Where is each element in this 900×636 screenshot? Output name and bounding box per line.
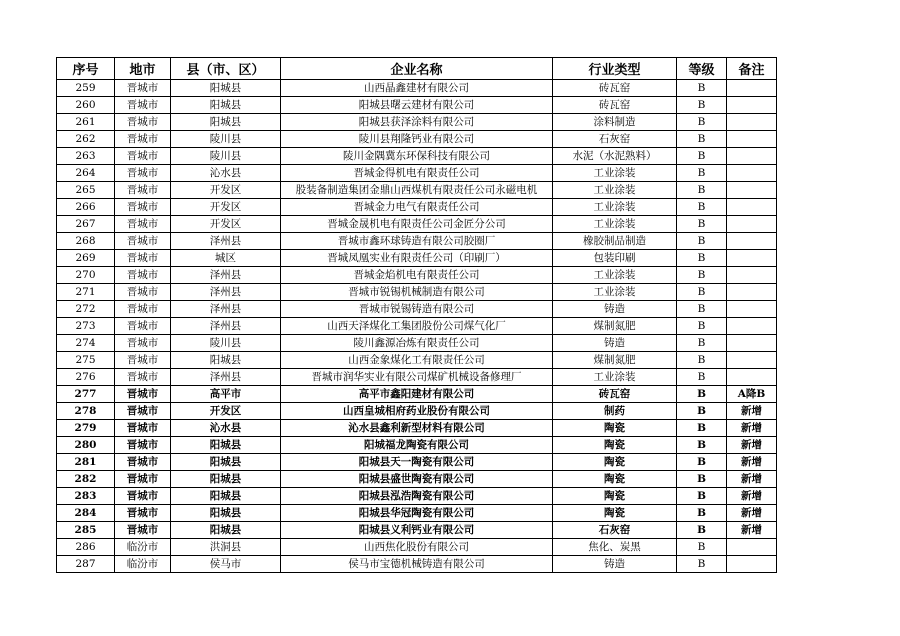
cell-industry: 陶瓷 — [553, 488, 677, 505]
cell-grade: B — [677, 114, 727, 131]
cell-enterprise-name: 晋城金晟机电有限责任公司金匠分公司 — [281, 216, 553, 233]
cell-no: 277 — [57, 386, 115, 403]
cell-grade: B — [677, 233, 727, 250]
cell-enterprise-name: 阳城县泓浩陶瓷有限公司 — [281, 488, 553, 505]
table-row — [57, 522, 777, 539]
cell-grade: B — [677, 301, 727, 318]
cell-industry: 煤制氮肥 — [553, 352, 677, 369]
cell-grade: B — [677, 352, 727, 369]
cell-city: 晋城市 — [115, 352, 171, 369]
cell-note — [727, 284, 777, 301]
cell-grade: B — [677, 318, 727, 335]
cell-industry: 陶瓷 — [553, 437, 677, 454]
table-row — [57, 318, 777, 335]
cell-city: 晋城市 — [115, 182, 171, 199]
cell-city: 晋城市 — [115, 267, 171, 284]
cell-note — [727, 114, 777, 131]
cell-no: 283 — [57, 488, 115, 505]
cell-industry: 砖瓦窑 — [553, 386, 677, 403]
cell-no: 260 — [57, 97, 115, 114]
cell-county: 阳城县 — [171, 97, 281, 114]
cell-enterprise-name: 沁水县鑫利新型材料有限公司 — [281, 420, 553, 437]
cell-county: 阳城县 — [171, 471, 281, 488]
table-row — [57, 80, 777, 97]
cell-city: 晋城市 — [115, 148, 171, 165]
cell-city: 晋城市 — [115, 505, 171, 522]
cell-county: 泽州县 — [171, 301, 281, 318]
cell-industry: 铸造 — [553, 335, 677, 352]
cell-county: 阳城县 — [171, 437, 281, 454]
cell-note: 新增 — [727, 522, 777, 539]
cell-city: 晋城市 — [115, 369, 171, 386]
cell-note — [727, 148, 777, 165]
cell-note: 新增 — [727, 471, 777, 488]
cell-county: 泽州县 — [171, 318, 281, 335]
cell-enterprise-name: 高平市鑫阳建材有限公司 — [281, 386, 553, 403]
cell-no: 281 — [57, 454, 115, 471]
table-row — [57, 335, 777, 352]
cell-no: 259 — [57, 80, 115, 97]
cell-industry: 工业涂装 — [553, 267, 677, 284]
cell-no: 267 — [57, 216, 115, 233]
cell-grade: B — [677, 97, 727, 114]
cell-city: 晋城市 — [115, 318, 171, 335]
cell-no: 273 — [57, 318, 115, 335]
header-no: 序号 — [57, 58, 115, 80]
cell-county: 阳城县 — [171, 454, 281, 471]
cell-enterprise-name: 晋城市锐锡铸造有限公司 — [281, 301, 553, 318]
table-row — [57, 182, 777, 199]
cell-enterprise-name: 陵川金隅冀东环保科技有限公司 — [281, 148, 553, 165]
cell-industry: 水泥（水泥熟料） — [553, 148, 677, 165]
cell-city: 晋城市 — [115, 403, 171, 420]
cell-note — [727, 267, 777, 284]
table-row — [57, 250, 777, 267]
cell-note: 新增 — [727, 403, 777, 420]
cell-grade: B — [677, 80, 727, 97]
cell-industry: 铸造 — [553, 556, 677, 573]
header-industry: 行业类型 — [553, 58, 677, 80]
cell-no: 265 — [57, 182, 115, 199]
cell-county: 泽州县 — [171, 267, 281, 284]
table-row — [57, 216, 777, 233]
table-row — [57, 369, 777, 386]
cell-enterprise-name: 晋城金得机电有限责任公司 — [281, 165, 553, 182]
cell-enterprise-name: 晋城市鑫环球铸造有限公司胶圈厂 — [281, 233, 553, 250]
cell-enterprise-name: 晋城凤凰实业有限责任公司（印刷厂） — [281, 250, 553, 267]
cell-enterprise-name: 山西金象煤化工有限责任公司 — [281, 352, 553, 369]
cell-industry: 铸造 — [553, 301, 677, 318]
cell-county: 阳城县 — [171, 80, 281, 97]
table-row — [57, 386, 777, 403]
cell-note — [727, 216, 777, 233]
cell-note — [727, 335, 777, 352]
table-body — [57, 80, 777, 573]
cell-county: 沁水县 — [171, 165, 281, 182]
cell-grade: B — [677, 471, 727, 488]
cell-grade: B — [677, 182, 727, 199]
cell-no: 287 — [57, 556, 115, 573]
cell-grade: B — [677, 199, 727, 216]
cell-county: 开发区 — [171, 182, 281, 199]
cell-no: 284 — [57, 505, 115, 522]
cell-city: 晋城市 — [115, 437, 171, 454]
cell-city: 晋城市 — [115, 165, 171, 182]
cell-note — [727, 556, 777, 573]
cell-no: 282 — [57, 471, 115, 488]
cell-industry: 砖瓦窑 — [553, 80, 677, 97]
cell-enterprise-name: 阳城县华冠陶瓷有限公司 — [281, 505, 553, 522]
table-row — [57, 420, 777, 437]
cell-no: 262 — [57, 131, 115, 148]
table-row — [57, 403, 777, 420]
cell-industry: 陶瓷 — [553, 454, 677, 471]
cell-city: 晋城市 — [115, 199, 171, 216]
cell-grade: B — [677, 216, 727, 233]
table-row — [57, 505, 777, 522]
cell-industry: 石灰窑 — [553, 522, 677, 539]
cell-industry: 涂料制造 — [553, 114, 677, 131]
cell-note — [727, 539, 777, 556]
cell-county: 开发区 — [171, 403, 281, 420]
cell-county: 阳城县 — [171, 522, 281, 539]
table-row — [57, 471, 777, 488]
cell-industry: 石灰窑 — [553, 131, 677, 148]
cell-city: 晋城市 — [115, 80, 171, 97]
cell-note: A降B — [727, 386, 777, 403]
cell-industry: 制药 — [553, 403, 677, 420]
cell-note — [727, 131, 777, 148]
cell-industry: 工业涂装 — [553, 165, 677, 182]
table-row — [57, 233, 777, 250]
cell-enterprise-name: 晋城金焰机电有限责任公司 — [281, 267, 553, 284]
cell-enterprise-name: 阳城县盛世陶瓷有限公司 — [281, 471, 553, 488]
table-row — [57, 556, 777, 573]
cell-industry: 橡胶制品制造 — [553, 233, 677, 250]
enterprise-table — [56, 57, 777, 573]
header-county: 县（市、区） — [171, 58, 281, 80]
cell-industry: 焦化、炭黑 — [553, 539, 677, 556]
cell-enterprise-name: 晋城市锐锡机械制造有限公司 — [281, 284, 553, 301]
cell-enterprise-name: 阳城县获泽涂料有限公司 — [281, 114, 553, 131]
cell-county: 泽州县 — [171, 284, 281, 301]
cell-city: 晋城市 — [115, 471, 171, 488]
cell-no: 264 — [57, 165, 115, 182]
cell-county: 陵川县 — [171, 131, 281, 148]
cell-no: 275 — [57, 352, 115, 369]
cell-grade: B — [677, 165, 727, 182]
cell-city: 晋城市 — [115, 131, 171, 148]
cell-county: 城区 — [171, 250, 281, 267]
cell-county: 洪洞县 — [171, 539, 281, 556]
table-row — [57, 284, 777, 301]
table-row — [57, 114, 777, 131]
cell-grade: B — [677, 522, 727, 539]
table-row — [57, 488, 777, 505]
cell-no: 268 — [57, 233, 115, 250]
cell-grade: B — [677, 284, 727, 301]
cell-enterprise-name: 山西皇城相府药业股份有限公司 — [281, 403, 553, 420]
cell-note: 新增 — [727, 505, 777, 522]
cell-no: 276 — [57, 369, 115, 386]
cell-city: 晋城市 — [115, 114, 171, 131]
header-city: 地市 — [115, 58, 171, 80]
table-row — [57, 148, 777, 165]
cell-industry: 陶瓷 — [553, 505, 677, 522]
cell-enterprise-name: 阳城县义利钙业有限公司 — [281, 522, 553, 539]
cell-city: 晋城市 — [115, 97, 171, 114]
cell-industry: 工业涂装 — [553, 182, 677, 199]
cell-no: 270 — [57, 267, 115, 284]
cell-grade: B — [677, 488, 727, 505]
cell-grade: B — [677, 369, 727, 386]
cell-city: 晋城市 — [115, 301, 171, 318]
cell-grade: B — [677, 250, 727, 267]
cell-note: 新增 — [727, 488, 777, 505]
cell-no: 280 — [57, 437, 115, 454]
cell-no: 272 — [57, 301, 115, 318]
cell-city: 晋城市 — [115, 216, 171, 233]
cell-county: 开发区 — [171, 199, 281, 216]
cell-county: 泽州县 — [171, 369, 281, 386]
cell-enterprise-name: 晋城市润华实业有限公司煤矿机械设备修理厂 — [281, 369, 553, 386]
cell-county: 陵川县 — [171, 335, 281, 352]
cell-enterprise-name: 晋城金力电气有限责任公司 — [281, 199, 553, 216]
cell-city: 晋城市 — [115, 420, 171, 437]
cell-enterprise-name: 阳城县曙云建材有限公司 — [281, 97, 553, 114]
cell-note — [727, 301, 777, 318]
cell-county: 高平市 — [171, 386, 281, 403]
cell-city: 晋城市 — [115, 522, 171, 539]
cell-county: 阳城县 — [171, 488, 281, 505]
cell-no: 278 — [57, 403, 115, 420]
cell-note — [727, 182, 777, 199]
cell-note — [727, 80, 777, 97]
cell-note — [727, 318, 777, 335]
cell-grade: B — [677, 556, 727, 573]
cell-note: 新增 — [727, 437, 777, 454]
header-note: 备注 — [727, 58, 777, 80]
cell-note — [727, 165, 777, 182]
cell-no: 279 — [57, 420, 115, 437]
cell-grade: B — [677, 505, 727, 522]
cell-industry: 工业涂装 — [553, 216, 677, 233]
cell-grade: B — [677, 131, 727, 148]
cell-grade: B — [677, 420, 727, 437]
cell-city: 晋城市 — [115, 250, 171, 267]
table-row — [57, 301, 777, 318]
cell-note — [727, 97, 777, 114]
cell-city: 临汾市 — [115, 539, 171, 556]
cell-no: 261 — [57, 114, 115, 131]
cell-grade: B — [677, 454, 727, 471]
cell-city: 晋城市 — [115, 488, 171, 505]
cell-county: 泽州县 — [171, 233, 281, 250]
cell-county: 开发区 — [171, 216, 281, 233]
cell-note: 新增 — [727, 454, 777, 471]
cell-industry: 砖瓦窑 — [553, 97, 677, 114]
cell-no: 263 — [57, 148, 115, 165]
cell-grade: B — [677, 386, 727, 403]
cell-grade: B — [677, 335, 727, 352]
cell-grade: B — [677, 437, 727, 454]
cell-note — [727, 369, 777, 386]
cell-enterprise-name: 股装备制造集团金鼎山西煤机有限责任公司永磁电机 — [281, 182, 553, 199]
cell-enterprise-name: 山西焦化股份有限公司 — [281, 539, 553, 556]
cell-note — [727, 250, 777, 267]
cell-county: 陵川县 — [171, 148, 281, 165]
cell-industry: 陶瓷 — [553, 420, 677, 437]
cell-grade: B — [677, 403, 727, 420]
table-row — [57, 437, 777, 454]
cell-industry: 工业涂装 — [553, 199, 677, 216]
cell-enterprise-name: 陵川鑫源冶炼有限责任公司 — [281, 335, 553, 352]
cell-county: 阳城县 — [171, 505, 281, 522]
cell-industry: 工业涂装 — [553, 284, 677, 301]
table-row — [57, 97, 777, 114]
cell-enterprise-name: 陵川县翔隆钙业有限公司 — [281, 131, 553, 148]
cell-enterprise-name: 阳城县天一陶瓷有限公司 — [281, 454, 553, 471]
cell-no: 285 — [57, 522, 115, 539]
table-row — [57, 131, 777, 148]
table-row — [57, 352, 777, 369]
cell-city: 临汾市 — [115, 556, 171, 573]
header-enterprise-name: 企业名称 — [281, 58, 553, 80]
table-row — [57, 539, 777, 556]
cell-city: 晋城市 — [115, 454, 171, 471]
cell-note: 新增 — [727, 420, 777, 437]
cell-county: 阳城县 — [171, 114, 281, 131]
header-grade: 等级 — [677, 58, 727, 80]
cell-county: 阳城县 — [171, 352, 281, 369]
cell-note — [727, 199, 777, 216]
cell-note — [727, 233, 777, 250]
cell-no: 269 — [57, 250, 115, 267]
table-row — [57, 165, 777, 182]
cell-enterprise-name: 山西晶鑫建材有限公司 — [281, 80, 553, 97]
table-row — [57, 199, 777, 216]
cell-industry: 工业涂装 — [553, 369, 677, 386]
cell-enterprise-name: 阳城福龙陶瓷有限公司 — [281, 437, 553, 454]
cell-city: 晋城市 — [115, 386, 171, 403]
cell-no: 266 — [57, 199, 115, 216]
cell-no: 274 — [57, 335, 115, 352]
cell-no: 286 — [57, 539, 115, 556]
table-row — [57, 454, 777, 471]
cell-county: 侯马市 — [171, 556, 281, 573]
cell-city: 晋城市 — [115, 335, 171, 352]
table-row — [57, 267, 777, 284]
cell-county: 沁水县 — [171, 420, 281, 437]
cell-enterprise-name: 侯马市宝德机械铸造有限公司 — [281, 556, 553, 573]
cell-city: 晋城市 — [115, 284, 171, 301]
cell-industry: 包装印刷 — [553, 250, 677, 267]
cell-industry: 陶瓷 — [553, 471, 677, 488]
cell-grade: B — [677, 267, 727, 284]
table-header-row — [57, 58, 777, 80]
cell-note — [727, 352, 777, 369]
cell-enterprise-name: 山西天泽煤化工集团股份公司煤气化厂 — [281, 318, 553, 335]
cell-grade: B — [677, 539, 727, 556]
cell-grade: B — [677, 148, 727, 165]
cell-industry: 煤制氮肥 — [553, 318, 677, 335]
cell-city: 晋城市 — [115, 233, 171, 250]
cell-no: 271 — [57, 284, 115, 301]
